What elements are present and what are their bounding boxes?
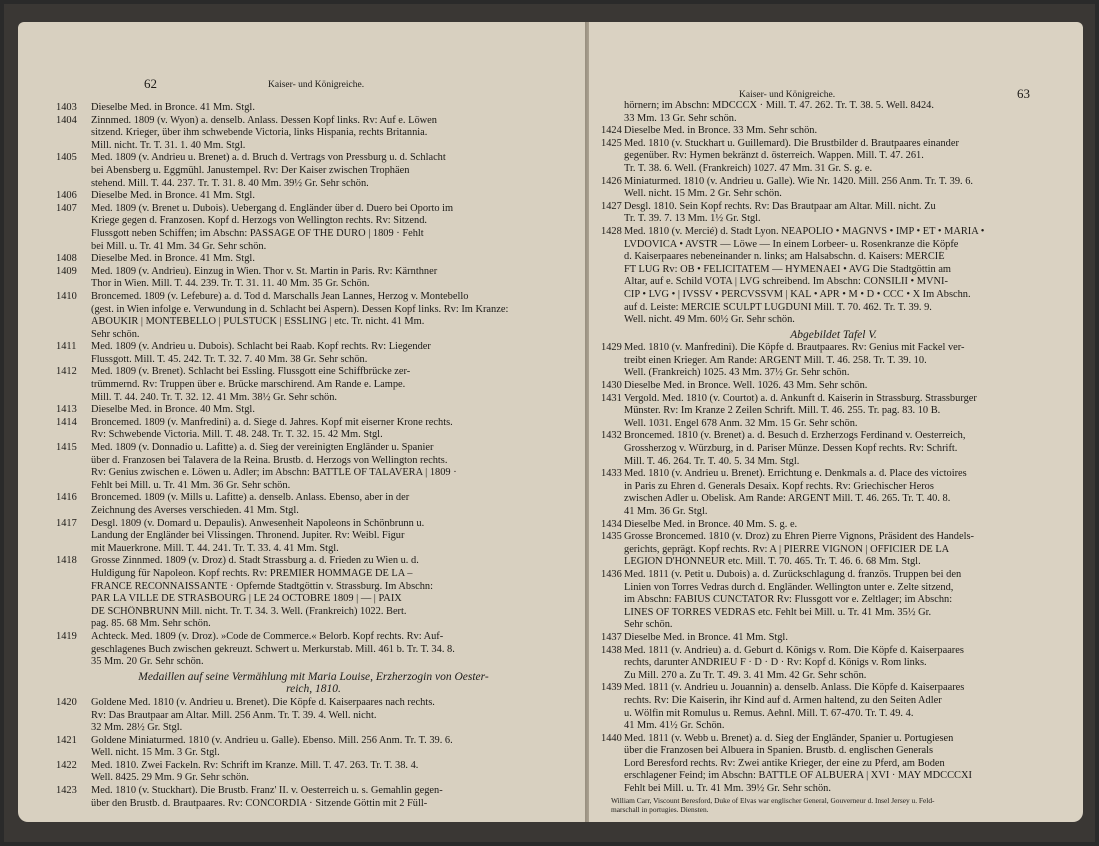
entry-text-line: Med. 1810 (v. Stuckhart). Die Brustb. Franz' II. v. Oesterreich u. s. Gemahlin gegen- [91, 785, 443, 797]
catalog-entry [601, 430, 1066, 468]
entry-number: 1414 [56, 416, 77, 428]
entry-text-line: rechts, darunter ANDRIEU F · D · D · Rv: Kopf d. Königs v. Rom links. [624, 657, 927, 669]
entry-number: 1407 [56, 202, 77, 214]
entry-number: 1440 [601, 732, 622, 744]
entry-text-line: PAR LA VILLE DE STRASBOURG | LE 24 OCTOBRE 1809 | — | PAIX [91, 593, 402, 605]
entry-number: 1427 [601, 200, 622, 212]
catalog-entry [56, 102, 571, 115]
entry-text-line: Achteck. Med. 1809 (v. Droz). »Code de Commerce.« Belorb. Kopf rechts. Rv: Auf- [91, 630, 444, 642]
catalog-entry [601, 393, 1066, 431]
entry-text-line: Dieselbe Med. in Bronce. 41 Mm. Stgl. [91, 253, 255, 265]
entry-text-line: 32 Mm. 28½ Gr. Stgl. [91, 722, 183, 734]
entry-number: 1423 [56, 785, 77, 797]
continued-entry [601, 100, 1066, 125]
entry-number: 1418 [56, 555, 77, 567]
entry-text-line: Tr. T. 38. 6. Well. (Frankreich) 1027. 47 Mm. 31 Gr. S. g. e. [624, 162, 873, 174]
entry-text-line: Broncemed. 1809 (v. Manfredini) a. d. Siege d. Jahres. Kopf mit eiserner Krone rechts. [91, 416, 453, 428]
catalog-entry [56, 760, 571, 785]
catalog-entry [601, 380, 1066, 393]
entry-text-line: DE SCHÖNBRUNN Mill. nicht. Tr. T. 34. 3. Well. (Frankreich) 1022. Bert. [91, 605, 407, 617]
entry-text-line: Fehlt bei Mill. u. Tr. 41 Mm. 36 Gr. Sehr schön. [91, 479, 291, 491]
entry-text-line: Huldigung für Napoleon. Kopf rechts. Rv: PREMIER HOMMAGE DE LA – [91, 567, 413, 579]
entry-text-line: Zeichnung des Averses verschieden. 41 Mm. Stgl. [91, 505, 299, 516]
entry-number: 1415 [56, 442, 77, 454]
left-page [18, 22, 585, 822]
continued-entry-line: 33 Mm. 13 Gr. Sehr schön. [624, 112, 737, 124]
entry-text-line: gegenüber. Rv: Hymen bekränzt d. österreich. Wappen. Mill. T. 47. 261. [624, 150, 924, 162]
entry-text-line: bei Abensberg u. Eggmühl. Janustempel. Rv: Der Kaiser zwischen Trophäen [91, 164, 410, 176]
entry-text-line: pag. 85. 68 Mm. Sehr schön. [91, 618, 211, 630]
catalog-entry [601, 226, 1066, 327]
entry-text-line: Goldene Med. 1810 (v. Andrieu u. Brenet). Die Köpfe d. Kaiserpaares nach rechts. [91, 696, 435, 708]
entry-number: 1439 [601, 682, 622, 694]
right-page [589, 22, 1083, 822]
catalog-entries [56, 102, 571, 810]
entry-text-line: Well. 8425. 29 Mm. 9 Gr. Sehr schön. [91, 772, 249, 784]
entry-number: 1424 [601, 125, 622, 137]
book-spread [4, 4, 1095, 842]
catalog-entry [601, 569, 1066, 632]
entry-text-line: Mill. T. 46. 264. Tr. T. 40. 5. 34 Mm. Stgl. [624, 455, 800, 467]
entry-text-line: 41 Mm. 36 Gr. Stgl. [624, 506, 708, 517]
entry-text-line: Broncemed. 1809 (v. Mills u. Lafitte) a. denselb. Anlass. Ebenso, aber in der [91, 492, 410, 504]
catalog-entry [56, 266, 571, 291]
catalog-entry [56, 697, 571, 735]
entry-number: 1422 [56, 759, 77, 771]
entry-text-line: Desgl. 1810. Sein Kopf rechts. Rv: Das Brautpaar am Altar. Mill. nicht. Zu [624, 200, 936, 212]
entry-number: 1438 [601, 644, 622, 656]
entry-text-line: bei Mill. u. Tr. 41 Mm. 34 Gr. Sehr schön. [91, 240, 267, 252]
entry-text-line: Well. 1031. Engel 678 Anm. 32 Mm. 15 Gr. Sehr schön. [624, 417, 858, 429]
plate-reference: Abgebildet Tafel V. [790, 328, 877, 341]
entry-text-line: Well. (Frankreich) 1025. 43 Mm. 37½ Gr. Sehr schön. [624, 367, 850, 379]
entry-number: 1413 [56, 404, 77, 416]
catalog-entry [56, 555, 571, 631]
catalog-entry [601, 531, 1066, 569]
entry-text-line: LINES OF TORRES VEDRAS etc. Fehlt bei Mill. u. Tr. 41 Mm. 35½ Gr. [624, 606, 932, 618]
entry-text-line: Linien von Torres Vedras durch d. Engländer. Wellington unter e. Zelte sitzend, [624, 581, 954, 593]
entry-text-line: im Abschn: FABIUS CUNCTATOR Rv: Flussgott vor e. Zeltlager; im Abschn: [624, 594, 953, 606]
entry-number: 1405 [56, 152, 77, 164]
catalog-entry [601, 645, 1066, 683]
entry-number: 1412 [56, 366, 77, 378]
entry-text-line: Zinnmed. 1809 (v. Wyon) a. denselb. Anlass. Dessen Kopf links. Rv: Auf e. Löwen [91, 114, 437, 126]
catalog-entry [56, 631, 571, 669]
catalog-entry [56, 735, 571, 760]
entry-text-line: Dieselbe Med. in Bronce. 33 Mm. Sehr schön. [624, 125, 818, 137]
entry-text-line: Kriege gegen d. Franzosen. Kopf d. Herzogs von Wellington rechts. Rv: Sitzend. [91, 215, 428, 227]
entry-text-line: 41 Mm. 41½ Gr. Schön. [624, 720, 725, 732]
entry-text-line: Well. nicht. 15 Mm. 3 Gr. Stgl. [91, 747, 220, 759]
entry-text-line: Lord Beresford rechts. Rv: Zwei antike Krieger, der eine zu Pferd, am Boden [624, 757, 945, 769]
section-heading-line: Medaillen auf seine Vermählung mit Maria Louise, Erzherzogin von Oester- [138, 670, 489, 683]
entry-number: 1404 [56, 114, 77, 126]
entry-number: 1435 [601, 531, 622, 543]
entry-text-line: Grosse Zinnmed. 1809 (v. Droz) d. Stadt Strassburg a. d. Frieden zu Wien u. d. [91, 555, 419, 567]
entry-text-line: Grossherzog v. Würzburg, in d. Pariser Münze. Dessen Kopf rechts. Rv: Schrift. [624, 443, 958, 455]
entry-text-line: gerichts, geprägt. Kopf rechts. Rv: A | PIERRE VIGNON | OFFICIER DE LA [624, 543, 950, 555]
catalog-entry [56, 417, 571, 442]
entry-text-line: zwischen Adler u. Obelisk. Am Rande: ARGENT Mill. T. 46. 265. Tr. T. 40. 8. [624, 493, 951, 505]
entry-text-line: LEGION D'HONNEUR etc. Mill. T. 70. 465. Tr. T. 46. 6. 68 Mm. Stgl. [624, 556, 921, 568]
entry-text-line: sitzend. Krieger, über ihm schwebende Victoria, links Hispania, rechts Britannia. [91, 127, 428, 139]
catalog-entry [56, 366, 571, 404]
entry-text-line: Med. 1809 (v. Donnadio u. Lafitte) a. d. Sieg der vereinigten Engländer u. Spanier [91, 442, 434, 454]
catalog-entry [601, 138, 1066, 176]
entry-text-line: Dieselbe Med. in Bronce. 41 Mm. Stgl. [91, 102, 255, 113]
entry-text-line: Broncemed. 1809 (v. Lefebure) a. d. Tod d. Marschalls Jean Lannes, Herzog v. Montebello [91, 290, 469, 302]
entry-text-line: Med. 1811 (v. Andrieu u. Jouannin) a. denselb. Anlass. Die Köpfe d. Kaiserpaares [624, 682, 965, 694]
catalog-entry [601, 125, 1066, 138]
entry-text-line: mit Mauerkrone. Mill. T. 44. 241. Tr. T. 33. 4. 41 Mm. Stgl. [91, 542, 339, 554]
entry-number: 1416 [56, 492, 77, 504]
catalog-entry [56, 341, 571, 366]
entry-text-line: erschlagener Feind; im Abschn: BATTLE OF ALBUERA | XVI · MAY MDCCCXI [624, 770, 972, 782]
catalog-entry [56, 518, 571, 556]
entry-text-line: Flussgott. Mill. T. 45. 242. Tr. T. 32. 7. 40 Mm. 38 Gr. Sehr schön. [91, 353, 368, 365]
entry-text-line: in Paris zu Ehren d. Generals Desaix. Kopf rechts. Rv: Griechischer Heros [624, 480, 934, 492]
entry-text-line: Mill. nicht. Tr. T. 31. 1. 40 Mm. Stgl. [91, 139, 246, 151]
entry-text-line: Fehlt bei Mill. u. Tr. 41 Mm. 39½ Gr. Sehr schön. [624, 783, 831, 795]
catalog-entry [601, 519, 1066, 532]
entry-text-line: Med. 1810 (v. Stuckhart u. Guillemard). Die Brustbilder d. Brautpaares einander [624, 137, 959, 149]
entry-text-line: Desgl. 1809 (v. Domard u. Depaulis). Anwesenheit Napoleons in Schönbrunn u. [91, 517, 425, 529]
entry-text-line: Dieselbe Med. in Bronce. 41 Mm. Stgl. [91, 190, 255, 202]
entry-text-line: u. Wölfin mit Romulus u. Remus. Aehnl. Mill. T. 67-470. Tr. T. 49. 4. [624, 707, 914, 719]
catalog-entry [56, 404, 571, 417]
page-number: 62 [144, 76, 157, 91]
catalog-entry [56, 115, 571, 153]
footnote-line: marschall in portugies. Diensten. [611, 804, 709, 814]
catalog-entry [56, 785, 571, 810]
entry-text-line: Dieselbe Med. in Bronce. 40 Mm. Stgl. [91, 404, 255, 416]
entry-text-line: Dieselbe Med. in Bronce. Well. 1026. 43 Mm. Sehr schön. [624, 380, 868, 392]
entry-text-line: Well. nicht. 49 Mm. 60½ Gr. Sehr schön. [624, 314, 795, 326]
entry-text-line: Med. 1809 (v. Andrieu). Einzug in Wien. Thor v. St. Martin in Paris. Rv: Kärnthner [91, 265, 438, 277]
entry-text-line: ABOUKIR | MONTEBELLO | PULSTUCK | ESSLING | etc. Tr. nicht. 41 Mm. [91, 316, 425, 328]
continued-entry-line: hörnern; im Abschn: MDCCCX · Mill. T. 47. 262. Tr. T. 38. 5. Well. 8424. [624, 100, 934, 111]
page-number: 63 [1017, 86, 1030, 101]
entry-text-line: Med. 1809 (v. Brenet u. Dubois). Uebergang d. Engländer über d. Duero bei Oporto im [91, 202, 454, 214]
section-heading [56, 671, 571, 696]
catalog-entry [601, 176, 1066, 201]
catalog-entry [601, 342, 1066, 380]
catalog-entries [601, 100, 1066, 814]
entry-text-line: Grosse Broncemed. 1810 (v. Droz) zu Ehren Pierre Vignons, Präsident des Handels- [624, 531, 974, 543]
entry-text-line: CIP • LVG • | IVSSV • PERCVSSVM | KAL • APR • M • D • CCC • X Im Abschn. [624, 288, 971, 300]
entry-text-line: Flussgott neben Schiffen; im Abschn: PASSAGE OF THE DURO | 1809 · Fehlt [91, 227, 424, 239]
entry-text-line: Rv: Schwebende Victoria. Mill. T. 48. 248. Tr. T. 32. 15. 42 Mm. Stgl. [91, 429, 383, 441]
entry-number: 1408 [56, 253, 77, 265]
entry-number: 1431 [601, 392, 622, 404]
entry-text-line: (gest. in Wien infolge e. Verwundung in d. Schlacht bei Aspern). Dessen Kopf links. Rv: Im Kranze: [91, 303, 509, 315]
catalog-entry [56, 442, 571, 492]
entry-text-line: rechts. Rv: Die Kaiserin, ihr Kind auf d. Armen haltend, zu den Seiten Adler [624, 694, 942, 706]
entry-number: 1419 [56, 630, 77, 642]
section-heading-line: reich, 1810. [286, 683, 341, 696]
entry-number: 1434 [601, 518, 622, 530]
entry-text-line: Miniaturmed. 1810 (v. Andrieu u. Galle). Wie Nr. 1420. Mill. 256 Anm. Tr. T. 39. 6. [624, 175, 973, 187]
entry-text-line: Altar, auf e. Schild VOTA | LVG schreibend. Im Abschn: CONSILII • MVNI- [624, 276, 948, 288]
catalog-entry [601, 682, 1066, 732]
entry-number: 1436 [601, 568, 622, 580]
running-header: Kaiser- und Königreiche. [268, 80, 365, 90]
entry-text-line: über den Brustb. d. Brautpaares. Rv: CONCORDIA · Sitzende Göttin mit 2 Füll- [91, 797, 428, 809]
entry-number: 1409 [56, 265, 77, 277]
entry-text-line: Sehr schön. [624, 619, 673, 631]
entry-text-line: Münster. Rv: Im Kranze 2 Zeilen Schrift. Mill. T. 46. 255. Tr. pag. 83. 10 B. [624, 405, 941, 417]
catalog-entry [56, 152, 571, 190]
entry-text-line: geschlagenes Buch zwischen gekreuzt. Schwert u. Merkurstab. Mill. 461 b. Tr. T. 34. 8. [91, 643, 455, 655]
entry-number: 1411 [56, 341, 77, 353]
catalog-entry [56, 253, 571, 266]
entry-number: 1421 [56, 734, 77, 746]
entry-number: 1426 [601, 175, 622, 187]
catalog-entry [56, 190, 571, 203]
entry-text-line: stehend. Mill. T. 44. 237. Tr. T. 31. 8. 40 Mm. 39½ Gr. Sehr schön. [91, 177, 369, 189]
entry-text-line: Thor in Wien. Mill. T. 44. 239. Tr. T. 31. 11. 40 Mm. 35 Gr. Schön. [91, 278, 370, 290]
entry-number: 1432 [601, 430, 622, 442]
entry-number: 1429 [601, 342, 622, 354]
entry-text-line: Broncemed. 1810 (v. Brenet) a. d. Besuch d. Erzherzogs Ferdinand v. Oesterreich, [624, 430, 966, 442]
entry-text-line: Med. 1810 (v. Manfredini). Die Köpfe d. Brautpaares. Rv: Genius mit Fackel ver- [624, 342, 965, 354]
entry-text-line: FRANCE RECONNAISSANTE · Opfernde Stadtgöttin v. Strassburg. Im Abschn: [91, 580, 434, 592]
entry-number: 1428 [601, 225, 622, 237]
entry-text-line: treibt einen Krieger. Am Rande: ARGENT Mill. T. 46. 258. Tr. T. 39. 10. [624, 354, 927, 366]
catalog-entry [56, 492, 571, 517]
entry-number: 1433 [601, 468, 622, 480]
entry-number: 1410 [56, 290, 77, 302]
running-header: Kaiser- und Königreiche. [739, 90, 836, 100]
entry-text-line: Dieselbe Med. in Bronce. 40 Mm. S. g. e. [624, 518, 798, 530]
entry-number: 1417 [56, 517, 77, 529]
entry-text-line: Zu Mill. 270 a. Zu Tr. T. 49. 3. 41 Mm. 42 Gr. Sehr schön. [624, 669, 867, 681]
entry-number: 1406 [56, 190, 77, 202]
entry-text-line: Med. 1809 (v. Brenet). Schlacht bei Essling. Flussgott eine Schiffbrücke zer- [91, 366, 411, 378]
catalog-entry [601, 632, 1066, 645]
entry-text-line: d. Kaiserpaares nebeneinander n. links; am Halsabschn. d. Kaisers: MERCIÉ [624, 251, 945, 263]
entry-text-line: Med. 1810 (v. Andrieu u. Brenet). Errichtung e. Denkmals a. d. Place des victoires [624, 468, 967, 480]
entry-text-line: Med. 1809 (v. Andrieu u. Brenet) a. d. Bruch d. Vertrags von Pressburg u. d. Schlacht [91, 152, 446, 164]
entry-text-line: über die Franzosen bei Albuera in Spanien. Brustb. d. englischen Generals [624, 745, 934, 757]
entry-text-line: Dieselbe Med. in Bronce. 41 Mm. Stgl. [624, 631, 788, 643]
entry-text-line: Rv: Genius zwischen e. Löwen u. Adler; im Abschn: BATTLE OF TALAVERA | 1809 · [91, 467, 457, 479]
entry-text-line: über d. Franzosen bei Talavera de la Reina. Brustb. d. Herzogs von Wellington rechts. [91, 454, 448, 466]
footnote-line: William Carr, Viscount Beresford, Duke of Elvas war englischer General, Gouverneur d. Insel Jersey u. Feld- [611, 795, 935, 805]
entry-number: 1403 [56, 102, 77, 113]
entry-text-line: Med. 1811 (v. Andrieu) a. d. Geburt d. Königs v. Rom. Die Köpfe d. Kaiserpaares [624, 644, 964, 656]
entry-text-line: Med. 1809 (v. Andrieu u. Dubois). Schlacht bei Raab. Kopf rechts. Rv: Liegender [91, 341, 431, 353]
footnote [601, 796, 1066, 814]
entry-text-line: Tr. T. 39. 7. 13 Mm. 1½ Gr. Stgl. [624, 213, 761, 225]
entry-number: 1430 [601, 380, 622, 392]
entry-number: 1437 [601, 631, 622, 643]
entry-text-line: Med. 1810 (v. Mercié) d. Stadt Lyon. NEAPOLIO • MAGNVS • IMP • ET • MARIA • [624, 225, 985, 237]
catalog-entry [601, 733, 1066, 796]
entry-text-line: Vergold. Med. 1810 (v. Courtot) a. d. Ankunft d. Kaiserin in Strassburg. Strassburger [624, 392, 977, 404]
entry-number: 1425 [601, 137, 622, 149]
catalog-entry [601, 201, 1066, 226]
entry-text-line: auf d. Leiste: MERCIÉ SCULPT LUGDUNI Mill. T. 70. 462. Tr. T. 39. 9. [624, 301, 932, 313]
entry-number: 1420 [56, 696, 77, 708]
catalog-entry [601, 468, 1066, 518]
catalog-entry [56, 203, 571, 253]
entry-text-line: Sehr schön. [91, 328, 140, 340]
entry-text-line: 35 Mm. 20 Gr. Sehr schön. [91, 656, 204, 668]
entry-text-line: Med. 1811 (v. Webb u. Brenet) a. d. Sieg der Engländer, Spanier u. Portugiesen [624, 732, 954, 744]
entry-text-line: trümmernd. Rv: Truppen über e. Brücke marschirend. Am Rande e. Lampe. [91, 379, 406, 391]
entry-text-line: Rv: Das Brautpaar am Altar. Mill. 256 Anm. Tr. T. 39. 4. Well. nicht. [91, 709, 377, 721]
entry-text-line: LVDOVICA • AVSTR — Löwe — In einem Lorbeer- u. Rosenkranze die Köpfe [624, 238, 959, 250]
entry-text-line: Well. nicht. 15 Mm. 2 Gr. Sehr schön. [624, 188, 782, 200]
entry-text-line: Med. 1811 (v. Petit u. Dubois) a. d. Zurückschlagung d. französ. Truppen bei den [624, 568, 962, 580]
entry-text-line: Mill. T. 44. 240. Tr. T. 32. 12. 41 Mm. 38½ Gr. Sehr schön. [91, 391, 338, 403]
entry-text-line: Goldene Miniaturmed. 1810 (v. Andrieu u. Galle). Ebenso. Mill. 256 Anm. Tr. T. 39. 6. [91, 734, 453, 746]
catalog-entry [56, 291, 571, 341]
entry-text-line: FT LUG Rv: OB • FELICITATEM — HYMENAEI • AVG Die Stadtgöttin am [624, 263, 952, 275]
entry-text-line: Landung der Engländer bei Vlissingen. Thronend. Jupiter. Rv: Weibl. Figur [91, 530, 405, 542]
entry-text-line: Med. 1810. Zwei Fackeln. Rv: Schrift im Kranze. Mill. T. 47. 263. Tr. T. 38. 4. [91, 759, 419, 771]
